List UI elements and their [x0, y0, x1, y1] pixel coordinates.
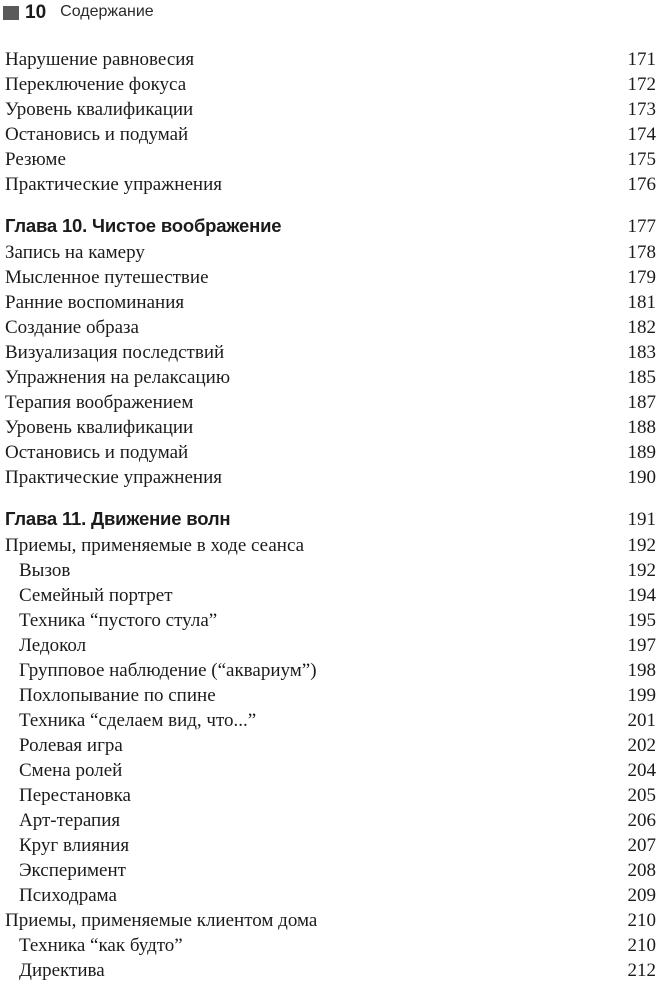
- toc-chapter-title: Глава 10. Чистое воображение: [5, 215, 282, 236]
- toc-entry-title: Смена ролей: [19, 760, 123, 781]
- toc-entry-page: 212: [627, 960, 656, 981]
- toc-entry-title: Уровень квалификации: [5, 99, 194, 120]
- toc-subentry[interactable]: [5, 558, 656, 583]
- toc-entry-title: Перестановка: [19, 785, 131, 806]
- toc-entry-page: 178: [627, 242, 656, 263]
- toc-entry-page: 198: [627, 660, 656, 681]
- toc-entry-title: Практические упражнения: [5, 174, 222, 195]
- toc-entry-page: 208: [627, 860, 656, 881]
- toc-entry-page: 207: [627, 835, 656, 856]
- toc-entry[interactable]: [5, 908, 656, 933]
- toc-entry-page: 210: [627, 935, 656, 956]
- toc-entry-title: Групповое наблюдение (“аквариум”): [19, 660, 317, 681]
- toc-entry-title: Терапия воображением: [5, 392, 194, 413]
- toc-subentry[interactable]: [5, 733, 656, 758]
- toc-entry-title: Приемы, применяемые в ходе сеанса: [5, 535, 305, 556]
- toc-entry-title: Мысленное путешествие: [5, 267, 209, 288]
- toc-entry-title: Ледокол: [19, 635, 87, 656]
- toc-entry-page: 195: [627, 610, 656, 631]
- toc-entry-title: Ролевая игра: [19, 735, 123, 756]
- toc-entry-title: Ранние воспоминания: [5, 292, 185, 313]
- toc-subentry[interactable]: [5, 808, 656, 833]
- toc-entry-title: Остановись и подумай: [5, 442, 189, 463]
- toc-subentry[interactable]: [5, 833, 656, 858]
- toc-entry-title: Остановись и подумай: [5, 124, 189, 145]
- page-header: [0, 0, 658, 24]
- toc-entry-page: 202: [627, 735, 656, 756]
- toc-entry-title: Техника “сделаем вид, что...”: [19, 710, 257, 731]
- toc-entry[interactable]: [5, 72, 656, 97]
- toc-entry-page: 174: [627, 124, 656, 145]
- toc-entry-page: 182: [627, 317, 656, 338]
- toc-subentry[interactable]: [5, 683, 656, 708]
- toc-entry-page: 206: [627, 810, 656, 831]
- toc-entry[interactable]: [5, 122, 656, 147]
- toc-entry-title: Директива: [19, 960, 105, 981]
- table-of-contents: [5, 47, 656, 983]
- toc-entry-page: 181: [627, 292, 656, 313]
- toc-entry-page: 188: [627, 417, 656, 438]
- toc-chapter-heading[interactable]: [5, 211, 656, 240]
- toc-entry-title: Уровень квалификации: [5, 417, 194, 438]
- toc-subentry[interactable]: [5, 608, 656, 633]
- toc-entry-title: Техника “как будто”: [19, 935, 183, 956]
- toc-entry[interactable]: [5, 47, 656, 72]
- toc-entry[interactable]: [5, 365, 656, 390]
- toc-entry[interactable]: [5, 340, 656, 365]
- toc-subentry[interactable]: [5, 858, 656, 883]
- toc-entry-page: 199: [627, 685, 656, 706]
- toc-entry-title: Приемы, применяемые клиентом дома: [5, 910, 318, 931]
- toc-entry-page: 192: [627, 535, 656, 556]
- page-number: 10: [25, 1, 47, 23]
- toc-subentry[interactable]: [5, 583, 656, 608]
- toc-entry-page: 173: [627, 99, 656, 120]
- toc-entry-page: 204: [627, 760, 656, 781]
- toc-entry-page: 172: [627, 74, 656, 95]
- toc-entry[interactable]: [5, 415, 656, 440]
- toc-entry[interactable]: [5, 240, 656, 265]
- toc-entry-title: Эксперимент: [19, 860, 126, 881]
- toc-chapter-page: 191: [627, 509, 656, 530]
- toc-entry[interactable]: [5, 172, 656, 197]
- running-title: Содержание: [60, 3, 154, 20]
- toc-entry-page: 192: [627, 560, 656, 581]
- toc-entry-page: 190: [627, 467, 656, 488]
- toc-subentry[interactable]: [5, 958, 656, 983]
- toc-subentry[interactable]: [5, 658, 656, 683]
- toc-chapter-heading[interactable]: [5, 504, 656, 533]
- toc-entry[interactable]: [5, 147, 656, 172]
- toc-entry-page: 201: [627, 710, 656, 731]
- toc-entry-page: 194: [627, 585, 656, 606]
- toc-entry-title: Запись на камеру: [5, 242, 145, 263]
- toc-subentry[interactable]: [5, 758, 656, 783]
- toc-subentry[interactable]: [5, 933, 656, 958]
- toc-entry-title: Практические упражнения: [5, 467, 222, 488]
- toc-entry-title: Арт-терапия: [19, 810, 121, 831]
- page-marker-block: [3, 6, 19, 20]
- toc-subentry[interactable]: [5, 633, 656, 658]
- toc-entry-title: Похлопывание по спине: [19, 685, 216, 706]
- toc-entry-page: 210: [627, 910, 656, 931]
- toc-entry-page: 175: [627, 149, 656, 170]
- toc-entry-title: Техника “пустого стула”: [19, 610, 218, 631]
- toc-chapter-title: Глава 11. Движение волн: [5, 508, 231, 529]
- toc-entry[interactable]: [5, 315, 656, 340]
- toc-entry-title: Круг влияния: [19, 835, 130, 856]
- toc-entry-page: 171: [627, 49, 656, 70]
- toc-entry[interactable]: [5, 290, 656, 315]
- toc-entry-title: Вызов: [19, 560, 71, 581]
- toc-entry-page: 179: [627, 267, 656, 288]
- toc-entry-page: 183: [627, 342, 656, 363]
- toc-entry-page: 176: [627, 174, 656, 195]
- toc-entry[interactable]: [5, 390, 656, 415]
- toc-entry-title: Психодрама: [19, 885, 117, 906]
- toc-entry-title: Нарушение равновесия: [5, 49, 195, 70]
- toc-subentry[interactable]: [5, 708, 656, 733]
- toc-entry[interactable]: [5, 265, 656, 290]
- toc-entry-title: Создание образа: [5, 317, 139, 338]
- toc-subentry[interactable]: [5, 883, 656, 908]
- toc-subentry[interactable]: [5, 783, 656, 808]
- toc-entry[interactable]: [5, 533, 656, 558]
- toc-entry[interactable]: [5, 440, 656, 465]
- toc-entry-page: 189: [627, 442, 656, 463]
- toc-entry-page: 209: [627, 885, 656, 906]
- toc-entry-title: Визуализация последствий: [5, 342, 225, 363]
- toc-entry-page: 185: [627, 367, 656, 388]
- toc-entry-page: 187: [627, 392, 656, 413]
- toc-chapter-page: 177: [627, 216, 656, 237]
- toc-entry-title: Упражнения на релаксацию: [5, 367, 231, 388]
- toc-entry[interactable]: [5, 97, 656, 122]
- toc-entry-title: Переключение фокуса: [5, 74, 187, 95]
- toc-entry-page: 205: [627, 785, 656, 806]
- toc-entry-page: 197: [627, 635, 656, 656]
- toc-entry-title: Семейный портрет: [19, 585, 173, 606]
- toc-entry-title: Резюме: [5, 149, 66, 170]
- toc-entry[interactable]: [5, 465, 656, 490]
